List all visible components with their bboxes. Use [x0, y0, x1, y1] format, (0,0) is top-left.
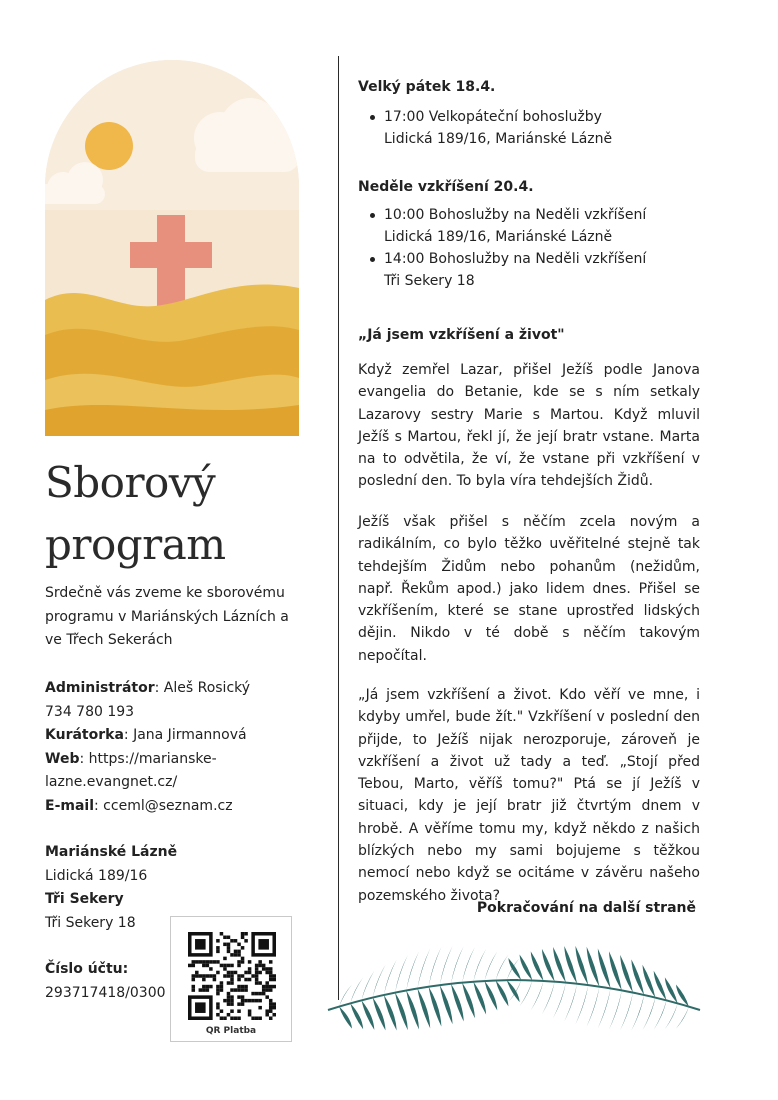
article-title: „Já jsem vzkříšení a život": [358, 327, 565, 343]
admin-name: : Aleš Rosický: [154, 680, 251, 696]
day-heading: Neděle vzkříšení 20.4.: [358, 179, 534, 195]
event-time-title: 17:00 Velkopáteční bohoslužby: [384, 109, 602, 125]
event-item: [358, 248, 700, 292]
curator-name: : Jana Jirmannová: [123, 727, 247, 743]
place1-name: Mariánské Lázně: [45, 844, 178, 860]
place2-address: Tři Sekery 18: [45, 914, 136, 931]
place2-name: Tři Sekery: [45, 891, 124, 907]
qr-label: QR Platba: [205, 1026, 257, 1036]
column-divider: [338, 56, 339, 1000]
schedule-day-2: [358, 176, 700, 292]
easter-cross-illustration: [45, 60, 299, 436]
article-paragraph-3: „Já jsem vzkříšení a život. Kdo věří ve mne, i kdyby umřel, bude žít." Vzkříšení v poslední den přijde, to Ježíš nijak nerozporuje, zároveň je vzkříšení a život už tady a teď. „Stojí před Tebou, Marto, věříš tomu?" Ptá se jí Ježíš v situaci, kdy je její bratr již čtvrtým dnem v hrobě. A věříme tomu my, když někdo z našich blízkých nebo my sami bojujeme s těžkou nemocí nebo když se ocitáme v závěru našeho pozemského života?: [358, 687, 700, 904]
title-line-1: Sborový: [45, 458, 216, 507]
contacts: [45, 677, 315, 818]
account-label: Číslo účtu:: [45, 961, 129, 977]
article-paragraph-2: Ježíš však přišel s něčím zcela novým a radikálním, co bylo těžko uvěřitelné stejně tak tehdejším Židům nebo pohanům (nežidům, např. Řekům apod.) jako lidem dnes. Přišel se vzkříšením, které se stane uprostřed lidských dějin. Nikdo v té době s něčím takovým nepočítal.: [358, 514, 700, 664]
admin-phone: 734 780 193: [45, 703, 135, 720]
web-link[interactable]: : https://marianske-lazne.evangnet.cz/: [45, 750, 217, 790]
event-time-title: 10:00 Bohoslužby na Neděli vzkříšení: [384, 207, 647, 223]
qr-code-icon: [188, 932, 276, 1020]
admin-label: Administrátor: [45, 680, 155, 696]
qr-payment[interactable]: [170, 916, 292, 1042]
event-item: [358, 106, 700, 150]
invitation-text: Srdečně vás zveme ke sborovému programu v Mariánských Lázních a ve Třech Sekerách: [45, 585, 289, 648]
email-link[interactable]: : cceml@seznam.cz: [94, 797, 233, 814]
event-item: [358, 204, 700, 248]
event-location: Lidická 189/16, Mariánské Lázně: [384, 229, 613, 245]
day-heading: Velký pátek 18.4.: [358, 79, 496, 95]
page-title: [45, 452, 315, 576]
title-line-2: program: [45, 520, 226, 569]
account-number: 293717418/0300: [45, 984, 166, 1001]
event-location: Tři Sekery 18: [384, 273, 475, 289]
email-label: E-mail: [45, 797, 95, 814]
web-label: Web: [45, 750, 80, 767]
bank-account: [45, 958, 185, 1005]
curator-label: Kurátorka: [45, 727, 124, 743]
continued-note: Pokračování na další straně: [476, 900, 696, 916]
sun-icon: [85, 122, 133, 170]
event-time-title: 14:00 Bohoslužby na Neděli vzkříšení: [384, 251, 647, 267]
event-location: Lidická 189/16, Mariánské Lázně: [384, 131, 613, 147]
article-paragraph-1: Když zemřel Lazar, přišel Ježíš podle Janova evangelia do Betanie, kde se s ním setkaly Lazarovy sestry Marie s Martou. Když mluvil Ježíš s Martou, řekl jí, že její bratr vstane. Marta na to odvětila, že ví, že vstane při vzkříšení v poslední den. To byla víra tehdejších Židů.: [358, 362, 700, 490]
palm-branches-icon: [318, 940, 710, 1060]
place1-address: Lidická 189/16: [45, 867, 148, 884]
schedule-day-1: [358, 76, 700, 150]
